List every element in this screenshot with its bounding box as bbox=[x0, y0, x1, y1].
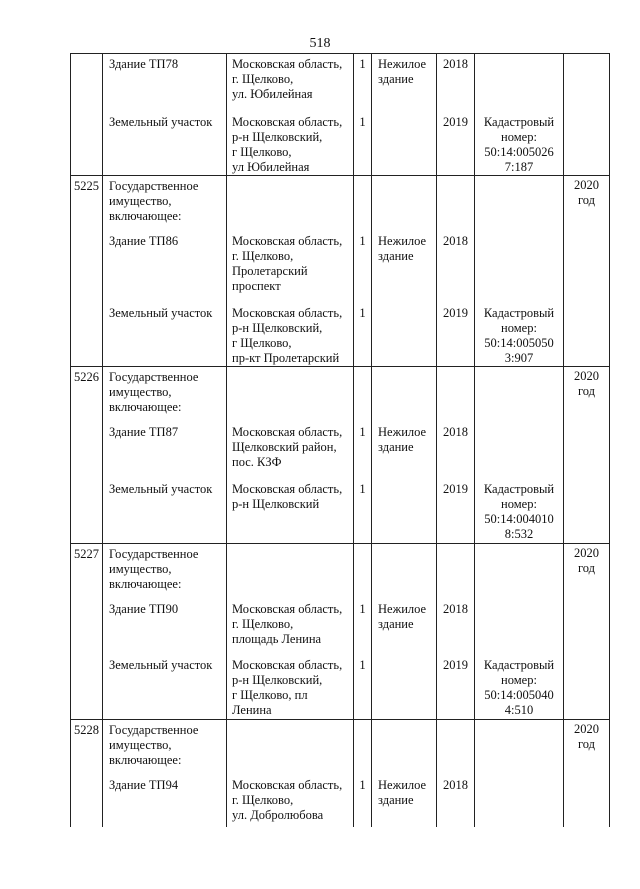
item-name-cell: Государственное имущество, включающее: bbox=[103, 543, 227, 599]
item-year-cell: 2019 bbox=[437, 655, 475, 719]
item-quantity-cell: 1 bbox=[354, 422, 372, 479]
item-number-cell bbox=[71, 479, 103, 543]
item-number-cell bbox=[71, 775, 103, 827]
item-note-cell: Кадастровый номер: 50:14:005026 7:187 bbox=[475, 112, 564, 176]
item-address-cell: Московская область, г. Щелково, Пролетарский проспект bbox=[227, 231, 354, 303]
item-address-cell: Московская область, г. Щелково, ул. Добролюбова bbox=[227, 775, 354, 827]
item-note-cell: Кадастровый номер: 50:14:005050 3:907 bbox=[475, 303, 564, 367]
page-number: 518 bbox=[309, 36, 331, 51]
item-type-cell bbox=[372, 112, 437, 176]
item-year-cell bbox=[437, 366, 475, 422]
item-term-cell: 2020 год bbox=[564, 719, 610, 775]
group-header-row bbox=[71, 543, 610, 599]
item-name-cell: Земельный участок bbox=[103, 655, 227, 719]
item-quantity-cell: 1 bbox=[354, 775, 372, 827]
item-year-cell: 2019 bbox=[437, 479, 475, 543]
item-term-cell bbox=[564, 655, 610, 719]
item-quantity-cell: 1 bbox=[354, 303, 372, 367]
item-note-cell: Кадастровый номер: 50:14:005040 4:510 bbox=[475, 655, 564, 719]
item-number-cell bbox=[71, 655, 103, 719]
item-number-cell bbox=[71, 599, 103, 655]
item-quantity-cell: 1 bbox=[354, 479, 372, 543]
item-term-cell bbox=[564, 775, 610, 827]
item-year-cell: 2019 bbox=[437, 303, 475, 367]
table-row bbox=[71, 422, 610, 479]
item-note-cell bbox=[475, 231, 564, 303]
item-address-cell: Московская область, Щелковский район, пос. КЗФ bbox=[227, 422, 354, 479]
item-name-cell: Здание ТП78 bbox=[103, 54, 227, 112]
item-type-cell bbox=[372, 176, 437, 231]
item-address-cell bbox=[227, 176, 354, 231]
item-name-cell: Земельный участок bbox=[103, 112, 227, 176]
item-quantity-cell bbox=[354, 176, 372, 231]
item-note-cell bbox=[475, 422, 564, 479]
group-header-row bbox=[71, 176, 610, 231]
item-note-cell bbox=[475, 599, 564, 655]
item-note-cell bbox=[475, 54, 564, 112]
item-name-cell: Государственное имущество, включающее: bbox=[103, 366, 227, 422]
item-type-cell: Нежилое здание bbox=[372, 54, 437, 112]
item-year-cell: 2018 bbox=[437, 599, 475, 655]
item-name-cell: Земельный участок bbox=[103, 479, 227, 543]
item-type-cell: Нежилое здание bbox=[372, 422, 437, 479]
item-year-cell: 2018 bbox=[437, 422, 475, 479]
item-address-cell: Московская область, р-н Щелковский, г Щелково, ул Юбилейная bbox=[227, 112, 354, 176]
item-term-cell bbox=[564, 422, 610, 479]
item-quantity-cell: 1 bbox=[354, 231, 372, 303]
item-type-cell bbox=[372, 543, 437, 599]
item-type-cell: Нежилое здание bbox=[372, 775, 437, 827]
item-year-cell: 2019 bbox=[437, 112, 475, 176]
item-year-cell bbox=[437, 543, 475, 599]
table-row bbox=[71, 775, 610, 827]
item-year-cell bbox=[437, 719, 475, 775]
item-type-cell bbox=[372, 719, 437, 775]
item-note-cell bbox=[475, 719, 564, 775]
table-row bbox=[71, 54, 610, 112]
group-header-row bbox=[71, 366, 610, 422]
property-registry-table bbox=[70, 53, 610, 827]
item-year-cell: 2018 bbox=[437, 54, 475, 112]
item-name-cell: Государственное имущество, включающее: bbox=[103, 719, 227, 775]
item-address-cell: Московская область, р-н Щелковский, г Щелково, пл Ленина bbox=[227, 655, 354, 719]
item-number-cell: 5227 bbox=[71, 543, 103, 599]
item-quantity-cell: 1 bbox=[354, 599, 372, 655]
item-name-cell: Здание ТП94 bbox=[103, 775, 227, 827]
table-row bbox=[71, 479, 610, 543]
item-year-cell: 2018 bbox=[437, 775, 475, 827]
item-quantity-cell: 1 bbox=[354, 54, 372, 112]
table-row bbox=[71, 112, 610, 176]
item-number-cell bbox=[71, 231, 103, 303]
item-term-cell bbox=[564, 479, 610, 543]
item-address-cell bbox=[227, 366, 354, 422]
item-term-cell: 2020 год bbox=[564, 543, 610, 599]
item-term-cell bbox=[564, 54, 610, 112]
item-number-cell bbox=[71, 422, 103, 479]
table-row bbox=[71, 655, 610, 719]
item-number-cell: 5225 bbox=[71, 176, 103, 231]
item-quantity-cell: 1 bbox=[354, 655, 372, 719]
item-number-cell: 5226 bbox=[71, 366, 103, 422]
item-note-cell bbox=[475, 543, 564, 599]
item-term-cell bbox=[564, 112, 610, 176]
item-number-cell bbox=[71, 303, 103, 367]
item-note-cell bbox=[475, 176, 564, 231]
item-note-cell: Кадастровый номер: 50:14:004010 8:532 bbox=[475, 479, 564, 543]
item-address-cell: Московская область, р-н Щелковский, г Щелково, пр-кт Пролетарский bbox=[227, 303, 354, 367]
item-address-cell bbox=[227, 719, 354, 775]
item-address-cell: Московская область, г. Щелково, площадь Ленина bbox=[227, 599, 354, 655]
item-type-cell bbox=[372, 655, 437, 719]
item-name-cell: Здание ТП90 bbox=[103, 599, 227, 655]
item-name-cell: Здание ТП86 bbox=[103, 231, 227, 303]
item-number-cell bbox=[71, 112, 103, 176]
table-row bbox=[71, 599, 610, 655]
item-type-cell bbox=[372, 479, 437, 543]
item-name-cell: Государственное имущество, включающее: bbox=[103, 176, 227, 231]
item-year-cell bbox=[437, 176, 475, 231]
item-number-cell: 5228 bbox=[71, 719, 103, 775]
item-quantity-cell bbox=[354, 366, 372, 422]
item-term-cell bbox=[564, 599, 610, 655]
item-term-cell: 2020 год bbox=[564, 366, 610, 422]
item-term-cell bbox=[564, 231, 610, 303]
item-address-cell: Московская область, р-н Щелковский bbox=[227, 479, 354, 543]
item-quantity-cell bbox=[354, 543, 372, 599]
item-number-cell bbox=[71, 54, 103, 112]
item-address-cell: Московская область, г. Щелково, ул. Юбилейная bbox=[227, 54, 354, 112]
item-type-cell bbox=[372, 303, 437, 367]
registry-body bbox=[71, 54, 610, 828]
item-term-cell bbox=[564, 303, 610, 367]
item-type-cell: Нежилое здание bbox=[372, 231, 437, 303]
item-quantity-cell bbox=[354, 719, 372, 775]
table-row bbox=[71, 303, 610, 367]
item-quantity-cell: 1 bbox=[354, 112, 372, 176]
item-term-cell: 2020 год bbox=[564, 176, 610, 231]
item-name-cell: Здание ТП87 bbox=[103, 422, 227, 479]
item-type-cell bbox=[372, 366, 437, 422]
item-address-cell bbox=[227, 543, 354, 599]
group-header-row bbox=[71, 719, 610, 775]
item-note-cell bbox=[475, 366, 564, 422]
item-note-cell bbox=[475, 775, 564, 827]
item-year-cell: 2018 bbox=[437, 231, 475, 303]
item-name-cell: Земельный участок bbox=[103, 303, 227, 367]
item-type-cell: Нежилое здание bbox=[372, 599, 437, 655]
table-row bbox=[71, 231, 610, 303]
